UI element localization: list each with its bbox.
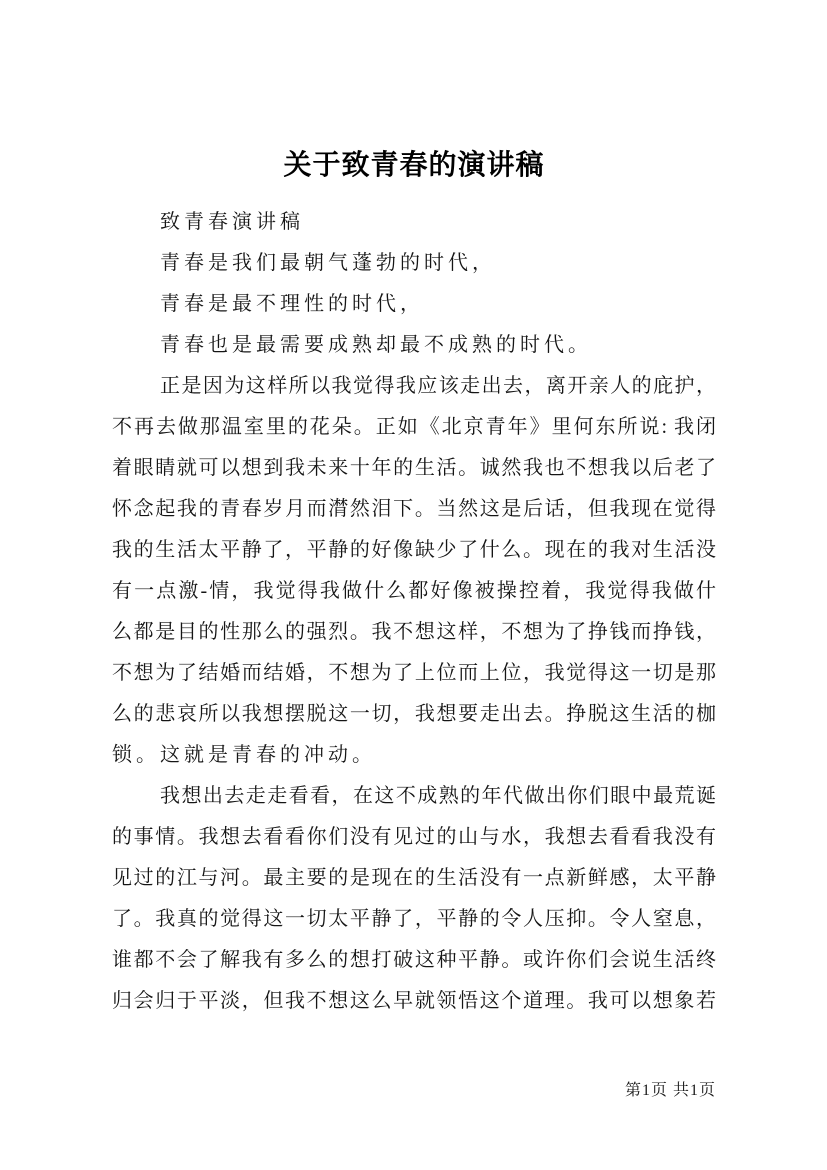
document-content <box>112 144 716 1022</box>
text-line: 么都是目的性那么的强烈。我不想这样，不想为了挣钱而挣钱， <box>112 621 716 643</box>
text-line: 归会归于平淡，但我不想这么早就领悟这个道理。我可以想象若 <box>112 990 716 1012</box>
text-line: 青春也是最需要成熟却最不成熟的时代。 <box>160 334 592 356</box>
text-line: 见过的江与河。最主要的是现在的生活没有一点新鲜感，太平静 <box>112 867 716 889</box>
text-line: 正是因为这样所以我觉得我应该走出去，离开亲人的庇护， <box>160 375 716 397</box>
text-line: 致青春演讲稿 <box>160 211 304 233</box>
text-line: 我的生活太平静了，平静的好像缺少了什么。现在的我对生活没 <box>112 539 716 561</box>
text-line: 不想为了结婚而结婚，不想为了上位而上位，我觉得这一切是那 <box>112 662 716 684</box>
text-line: 有一点激-情，我觉得我做什么都好像被操控着，我觉得我做什 <box>112 580 716 602</box>
text-line: 谁都不会了解我有多么的想打破这种平静。或许你们会说生活终 <box>112 949 716 971</box>
text-line: 我想出去走走看看，在这不成熟的年代做出你们眼中最荒诞 <box>160 785 716 807</box>
text-line: 么的悲哀所以我想摆脱这一切，我想要走出去。挣脱这生活的枷 <box>112 703 716 725</box>
text-line: 的事情。我想去看看你们没有见过的山与水，我想去看看我没有 <box>112 826 716 848</box>
page-footer <box>112 1080 716 1102</box>
text-line: 锁。这就是青春的冲动。 <box>112 744 376 766</box>
page-number-text: 第1页 共1页 <box>624 1082 716 1099</box>
text-line: 青春是最不理性的时代， <box>160 293 424 315</box>
document-title: 关于致青春的演讲稿 <box>283 150 545 181</box>
text-line: 了。我真的觉得这一切太平静了，平静的令人压抑。令人窒息， <box>112 908 716 930</box>
text-line: 怀念起我的青春岁月而潸然泪下。当然这是后话，但我现在觉得 <box>112 498 716 520</box>
text-line: 不再去做那温室里的花朵。正如《北京青年》里何东所说: 我闭 <box>112 416 716 438</box>
text-line: 着眼睛就可以想到我未来十年的生活。诚然我也不想我以后老了 <box>112 457 716 479</box>
document-body <box>112 202 716 1022</box>
text-line: 青春是我们最朝气蓬勃的时代， <box>160 252 496 274</box>
